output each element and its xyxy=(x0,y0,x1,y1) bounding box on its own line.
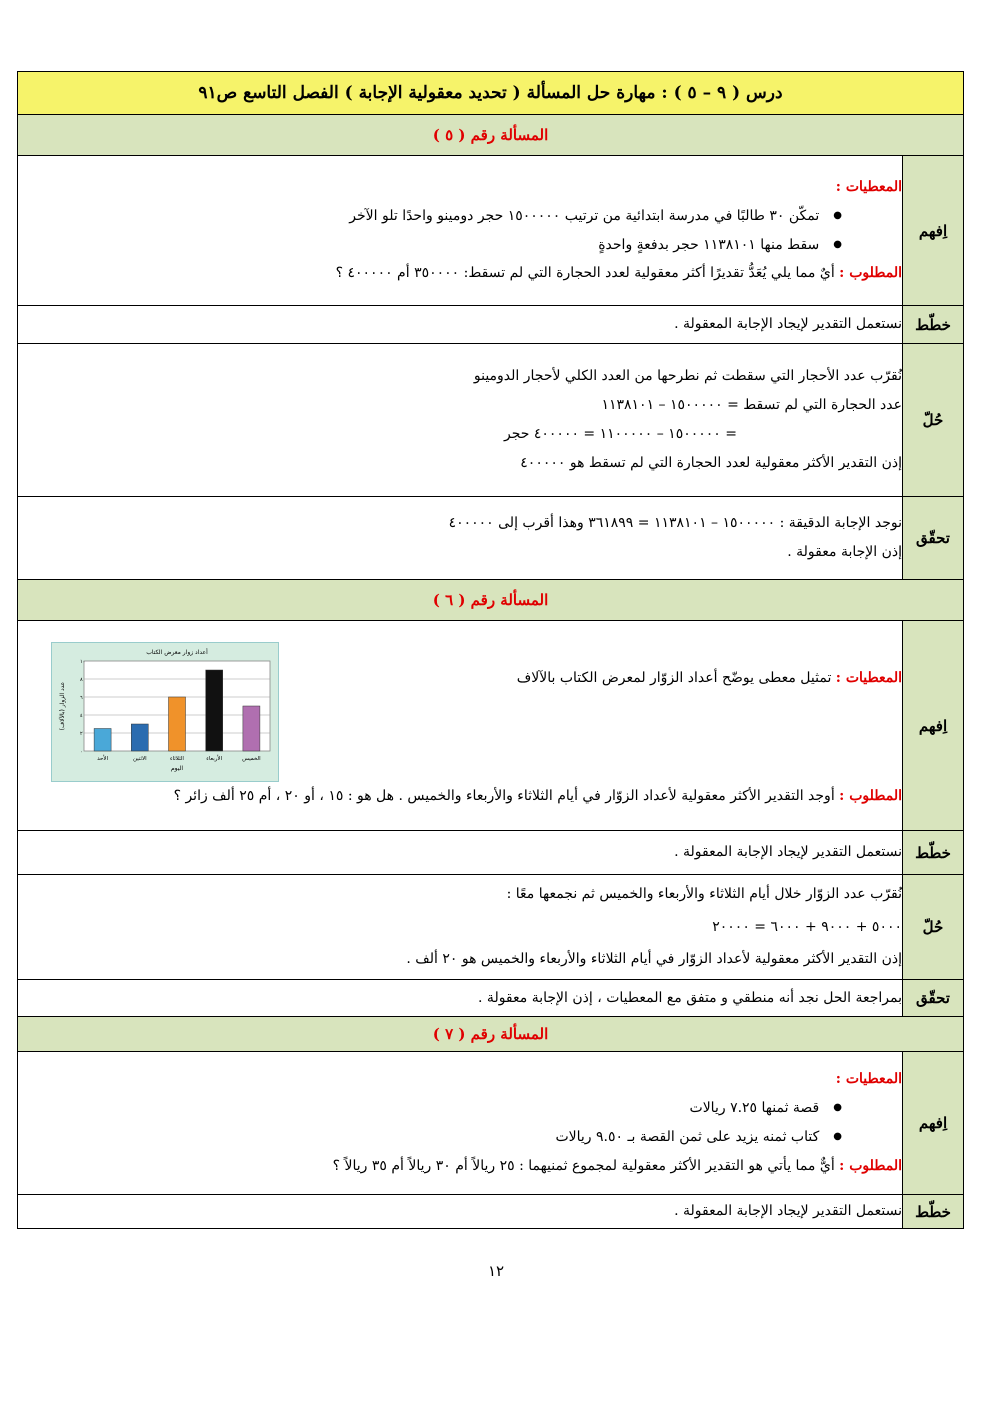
bar-4 xyxy=(206,670,223,751)
x-tick-label: الخميس xyxy=(242,756,261,763)
problem-6-header: المسألة رقم ( ٦ ) xyxy=(18,580,964,621)
lesson-page xyxy=(17,71,964,1229)
label-understand-5: اِفهم xyxy=(903,156,964,306)
problem-5-understand xyxy=(18,156,903,306)
check-line: نوجد الإجابة الدقيقة : ١٥٠٠٠٠٠ – ١١٣٨١٠١ = ٣٦١٨٩٩ وهذا أقرب إلى ٤٠٠٠٠٠ xyxy=(448,515,902,532)
solve-line: عدد الحجارة التي لم تسقط = ١٥٠٠٠٠٠ – ١١٣٨١٠١ xyxy=(601,397,902,414)
problem-5-plan: نستعمل التقدير لإيجاد الإجابة المعقولة . xyxy=(18,306,903,344)
label-check-5: تحقّق xyxy=(903,497,964,580)
givens-text: تمثيل معطى يوضّح أعداد الزوّار لمعرض الكتاب بالآلاف xyxy=(516,670,832,687)
solve-line: = ١٥٠٠٠٠٠ – ١١٠٠٠٠٠ = ٤٠٠٠٠٠ حجر xyxy=(503,426,737,442)
label-plan-7: خطّط xyxy=(903,1195,964,1229)
label-understand-6: اِفهم xyxy=(903,621,964,831)
bar-chart-svg xyxy=(52,643,278,781)
solve-line: ٥٠٠٠ + ٩٠٠٠ + ٦٠٠٠ = ٢٠٠٠٠ xyxy=(712,918,902,935)
required-text: أيٌ مما يلي يُعَدُّ تقديرًا أكثر معقولية لعدد الحجارة التي لم تسقط: ٣٥٠٠٠٠ أم ٤٠٠٠٠٠ ؟ xyxy=(335,265,835,282)
list-item: ● تمكّن ٣٠ طالبًا في مدرسة ابتدائية من ترتيب ١٥٠٠٠٠٠ حجر دومينو واحدًا تلو الآخر xyxy=(18,202,902,231)
page-number: ١٢ xyxy=(487,1262,505,1280)
bar-5 xyxy=(243,706,260,751)
label-solve-5: حُلّ xyxy=(903,344,964,497)
solve-line: نُقرّب عدد الزوّار خلال أيام الثلاثاء والأربعاء والخميس ثم نجمعها معًا : xyxy=(506,885,902,902)
bar-2 xyxy=(131,724,148,751)
required-text: أيٌّ مما يأتي هو التقدير الأكثر معقولية لمجموع ثمنيهما : ٢٥ ريالاً أم ٣٠ ريالاً أم ٣٥ ريالاً ؟ xyxy=(332,1157,835,1174)
list-item: ● سقط منها ١١٣٨١٠١ حجر بدفعةٍ واحدةٍ xyxy=(18,231,902,260)
bar-3 xyxy=(169,697,186,751)
problem-6-plan: نستعمل التقدير لإيجاد الإجابة المعقولة . xyxy=(18,831,903,875)
check-line: إذن الإجابة معقولة . xyxy=(787,544,902,560)
y-axis-label: عدد الزوار (بالآلاف) xyxy=(59,681,66,731)
lesson-table xyxy=(17,71,964,1229)
givens-label: المعطيات : xyxy=(835,178,902,195)
x-tick-label: الاثنين xyxy=(132,756,147,763)
y-tick-label: ٤ xyxy=(80,713,83,720)
givens-label: المعطيات : xyxy=(835,670,902,687)
lesson-title: درس ( ٩ – ٥ ) : مهارة حل المسألة ( تحديد معقولية الإجابة ) الفصل التاسع ص٩١ xyxy=(18,72,964,115)
problem-7-plan: نستعمل التقدير لإيجاد الإجابة المعقولة . xyxy=(18,1195,903,1229)
y-tick-label: ٠ xyxy=(80,749,83,756)
problem-5-solve xyxy=(18,344,903,497)
problem-7-header: المسألة رقم ( ٧ ) xyxy=(18,1017,964,1052)
problem-5-header: المسألة رقم ( ٥ ) xyxy=(18,115,964,156)
givens-label: المعطيات : xyxy=(835,1071,902,1088)
problem-6-solve xyxy=(18,875,903,980)
y-tick-label: ٨ xyxy=(80,677,83,684)
required-label: المطلوب : xyxy=(839,265,902,282)
label-plan-5: خطّط xyxy=(903,306,964,344)
required-label: المطلوب : xyxy=(839,788,902,805)
bar-1 xyxy=(94,729,111,752)
problem-7-understand xyxy=(18,1052,903,1195)
solve-line: إذن التقدير الأكثر معقولية لأعداد الزوّار في أيام الثلاثاء والأربعاء والخميس هو ٢٠ ألف . xyxy=(406,951,902,968)
x-tick-label: الثلاثاء xyxy=(170,756,184,763)
solve-line: نُقرّب عدد الأحجار التي سقطت ثم نطرحها من العدد الكلي لأحجار الدومينو xyxy=(473,368,902,385)
y-tick-label: ١٠ xyxy=(80,659,86,666)
label-solve-6: حُلّ xyxy=(903,875,964,980)
y-tick-label: ٢ xyxy=(80,731,83,738)
y-tick-label: ٦ xyxy=(80,695,83,702)
solve-line: إذن التقدير الأكثر معقولية لعدد الحجارة التي لم تسقط هو ٤٠٠٠٠٠ xyxy=(520,454,902,471)
list-item: ● كتاب ثمنه يزيد على ثمن القصة بـ ٩.٥٠ ريالات xyxy=(18,1123,902,1152)
problem-6-understand xyxy=(18,621,903,831)
visitors-bar-chart xyxy=(51,642,279,782)
x-tick-label: الأربعاء xyxy=(206,756,223,763)
problem-5-check xyxy=(18,497,903,580)
label-check-6: تحقّق xyxy=(903,980,964,1017)
problem-6-check: بمراجعة الحل نجد أنه منطقي و متفق مع المعطيات ، إذن الإجابة معقولة . xyxy=(18,980,903,1017)
label-plan-6: خطّط xyxy=(903,831,964,875)
list-item: ● قصة ثمنها ٧.٢٥ ريالات xyxy=(18,1094,902,1123)
required-label: المطلوب : xyxy=(839,1157,902,1174)
x-axis-label: اليوم xyxy=(170,765,184,773)
label-understand-7: اِفهم xyxy=(903,1052,964,1195)
chart-title: أعداد زوار معرض الكتاب xyxy=(146,649,208,657)
x-tick-label: الأحد xyxy=(97,756,109,763)
required-text: أوجد التقدير الأكثر معقولية لأعداد الزوّار في أيام الثلاثاء والأربعاء والخميس . هل هو : ١٥ ، أو ٢٠ ، أم ٢٥ ألف زائر ؟ xyxy=(173,788,835,805)
